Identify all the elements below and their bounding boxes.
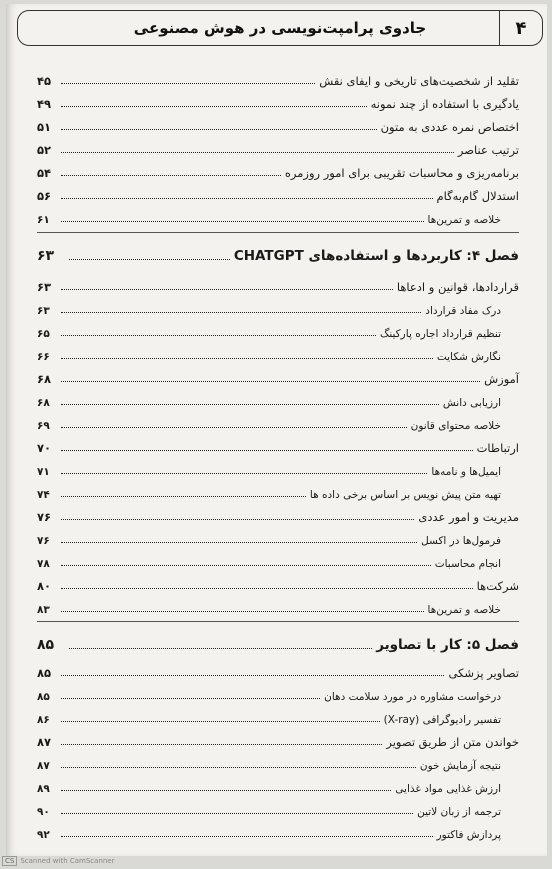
toc-entry-page: ۸۵: [37, 691, 50, 703]
toc-entry-title: خلاصه محتوای قانون: [410, 420, 501, 432]
toc-entry: [37, 502, 519, 524]
toc-entry-page: ۶۳: [37, 280, 52, 294]
toc-entry-title: فصل ۵: کار با تصاویر: [376, 637, 519, 653]
toc-entry: [37, 750, 519, 772]
toc-entry-page: ۸۵: [37, 637, 55, 653]
toc-entry: [37, 819, 519, 841]
toc-entry: [37, 158, 519, 180]
toc-entry-title: ارزش غذایی مواد غذایی: [395, 783, 501, 795]
toc-entry-page: ۸۰: [37, 579, 52, 593]
toc-entry-title: خواندن متن از طریق تصویر: [386, 735, 519, 749]
toc-entry: [37, 456, 519, 478]
toc-entry-title: نگارش شکایت: [436, 351, 501, 363]
dot-leader: [61, 335, 376, 336]
toc-entry-page: ۶۳: [37, 248, 55, 264]
toc-entry-page: ۹۲: [37, 829, 50, 841]
toc-entry-page: ۶۳: [37, 305, 50, 317]
toc-entry-title: ترجمه از زبان لاتین: [417, 806, 501, 818]
toc-chapter: [37, 627, 519, 653]
scanner-watermark: [2, 857, 115, 865]
camscanner-text: Scanned with CamScanner: [20, 857, 115, 865]
toc-entry-title: تقلید از شخصیت‌های تاریخی و ایفای نقش: [319, 74, 519, 88]
toc-entry-page: ۶۱: [37, 214, 50, 226]
toc-entry-title: برنامه‌ریزی و محاسبات تقریبی برای امور روزمره: [284, 166, 519, 180]
dot-leader: [61, 198, 433, 199]
toc-entry-title: خلاصه و تمرین‌ها: [427, 604, 501, 616]
dot-leader: [61, 565, 431, 566]
dot-leader: [61, 744, 382, 745]
toc-entry: [37, 295, 519, 317]
toc-entry-title: پردازش فاکتور: [436, 829, 501, 841]
dot-leader: [61, 358, 433, 359]
toc-entry: [37, 681, 519, 703]
dot-leader: [61, 312, 421, 313]
toc-entry-page: ۹۰: [37, 806, 50, 818]
dot-leader: [61, 289, 393, 290]
book-title: جادوی پرامپت‌نویسی در هوش مصنوعی: [133, 19, 427, 37]
toc-entry-title: یادگیری با استفاده از چند نمونه: [370, 97, 519, 111]
dot-leader: [61, 450, 473, 451]
toc-entry: [37, 204, 519, 226]
toc-entry-page: ۸۷: [37, 760, 50, 772]
dot-leader: [61, 675, 444, 676]
toc-entry-title: خلاصه و تمرین‌ها: [427, 214, 501, 226]
book-page: [6, 4, 547, 856]
toc-entry-title: تفسیر رادیوگرافی (X-ray): [383, 714, 501, 726]
dot-leader: [61, 221, 424, 222]
dot-leader: [61, 790, 391, 791]
toc-entry-title: مدیریت و امور عددی: [418, 510, 519, 524]
dot-leader: [61, 836, 433, 837]
toc-entry-title: قراردادها، قوانین و ادعاها: [396, 280, 519, 294]
toc-entry-page: ۵۱: [37, 120, 52, 134]
dot-leader: [61, 83, 315, 84]
dot-leader: [61, 427, 407, 428]
toc-entry-title: آموزش: [484, 372, 519, 386]
toc-entry-title: فصل ۴: کاربردها و استفاده‌های CHATGPT: [233, 248, 519, 264]
toc-entry-page: ۸۶: [37, 714, 50, 726]
toc-entry: [37, 318, 519, 340]
toc-entry-title: درخواست مشاوره در مورد سلامت دهان: [324, 691, 501, 703]
toc-entry-page: ۸۹: [37, 783, 50, 795]
toc-entry-page: ۴۹: [37, 97, 52, 111]
dot-leader: [61, 106, 367, 107]
dot-leader: [61, 129, 377, 130]
dot-leader: [61, 152, 454, 153]
chapter-divider: [37, 232, 519, 233]
toc-entry: [37, 341, 519, 363]
dot-leader: [61, 404, 439, 405]
toc-entry-page: ۸۵: [37, 666, 52, 680]
toc-entry: [37, 89, 519, 111]
toc-entry-title: تنظیم قرارداد اجاره پارکینگ: [379, 328, 501, 340]
toc-entry-page: ۴۵: [37, 74, 52, 88]
dot-leader: [61, 611, 424, 612]
toc-entry-title: فرمول‌ها در اکسل: [421, 535, 501, 547]
toc-chapter: [37, 238, 519, 264]
toc-entry: [37, 181, 519, 203]
toc-entry-title: تصاویر پزشکی: [448, 666, 519, 680]
toc-entry-page: ۸۷: [37, 735, 52, 749]
dot-leader: [61, 588, 473, 589]
toc-entry-page: ۷۴: [37, 489, 50, 501]
toc-entry-page: ۷۶: [37, 510, 52, 524]
toc-entry-page: ۶۸: [37, 397, 50, 409]
toc-entry-title: اختصاص نمره عددی به متون: [380, 120, 519, 134]
toc-entry: [37, 66, 519, 88]
toc-entry-title: ارزیابی دانش: [442, 397, 501, 409]
chapter-divider: [37, 621, 519, 622]
toc-entry-title: انجام محاسبات: [434, 558, 501, 570]
toc-entry: [37, 433, 519, 455]
dot-leader: [61, 175, 281, 176]
dot-leader: [61, 496, 306, 497]
dot-leader: [61, 698, 320, 699]
toc-entry-page: ۷۶: [37, 535, 50, 547]
toc-entry-page: ۷۱: [37, 466, 50, 478]
toc-entry: [37, 594, 519, 616]
dot-leader: [61, 381, 480, 382]
page-header: [17, 10, 543, 46]
toc-entry-page: ۵۲: [37, 143, 52, 157]
toc-entry: [37, 387, 519, 409]
toc-entry-page: ۶۶: [37, 351, 50, 363]
dot-leader: [69, 259, 230, 260]
toc-entry: [37, 410, 519, 432]
toc-entry-title: ارتباطات: [476, 441, 519, 455]
toc-entry-title: ترتیب عناصر: [457, 143, 519, 157]
dot-leader: [61, 519, 414, 520]
toc-entry: [37, 272, 519, 294]
toc-entry: [37, 727, 519, 749]
toc-entry-title: نتیجه آزمایش خون: [419, 760, 501, 772]
toc-entry-page: ۸۳: [37, 604, 50, 616]
dot-leader: [61, 813, 413, 814]
dot-leader: [61, 473, 427, 474]
toc-entry-page: ۶۵: [37, 328, 50, 340]
toc-entry-title: شرکت‌ها: [476, 579, 519, 593]
toc-entry: [37, 112, 519, 134]
toc-entry: [37, 773, 519, 795]
toc-entry: [37, 364, 519, 386]
toc-entry-page: ۶۹: [37, 420, 50, 432]
toc-entry: [37, 658, 519, 680]
toc-entry-page: ۷۰: [37, 441, 52, 455]
dot-leader: [61, 542, 417, 543]
toc-entry: [37, 525, 519, 547]
toc-entry: [37, 548, 519, 570]
toc-entry-title: تهیه متن پیش نویس بر اساس برخی داده ها: [309, 489, 501, 501]
toc-entry: [37, 704, 519, 726]
toc-entry-title: ایمیل‌ها و نامه‌ها: [431, 466, 501, 478]
toc-entry: [37, 479, 519, 501]
camscanner-badge: CS: [2, 856, 17, 866]
toc-entry: [37, 135, 519, 157]
toc-entry-title: درک مفاد قرارداد: [425, 305, 501, 317]
toc-entry: [37, 571, 519, 593]
toc-entry-page: ۶۸: [37, 372, 52, 386]
page-number: ۴: [499, 11, 542, 45]
toc-entry-page: ۵۶: [37, 189, 52, 203]
toc-entry-title: استدلال گام‌به‌گام: [436, 189, 519, 203]
dot-leader: [61, 767, 416, 768]
dot-leader: [69, 648, 372, 649]
toc-entry-page: ۵۴: [37, 166, 52, 180]
dot-leader: [61, 721, 380, 722]
toc-entry: [37, 796, 519, 818]
toc-entry-page: ۷۸: [37, 558, 50, 570]
